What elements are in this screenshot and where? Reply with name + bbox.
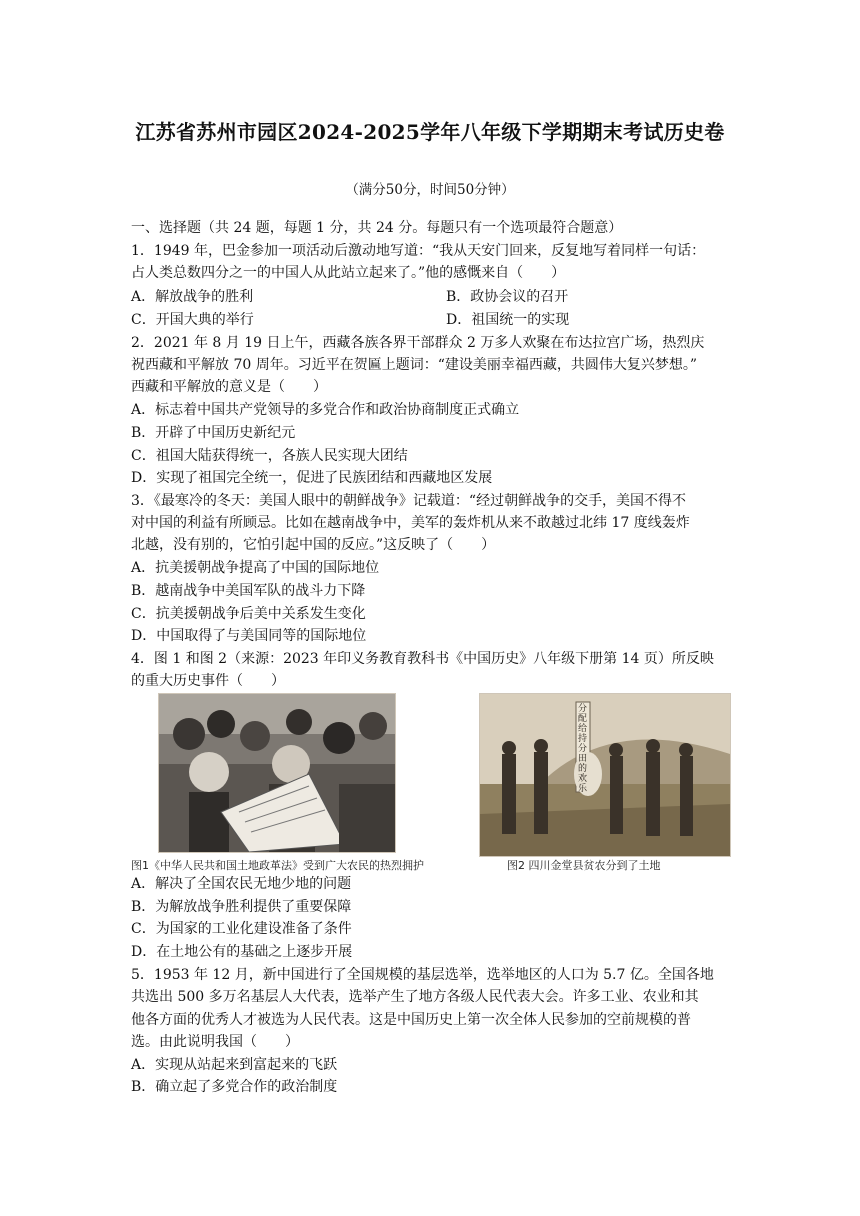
figure-1-photo xyxy=(158,693,396,853)
question-text: 祝西藏和平解放 70 周年。习近平在贺匾上题词：“建设美丽幸福西藏，共圆伟大复兴梦想。” xyxy=(131,357,698,373)
question-text: 3．《最寒冷的冬天：美国人眼中的朝鲜战争》记载道：“经过朝鲜战争的交手，美国不得不 xyxy=(131,493,687,509)
option-d: D．在土地公有的基础之上逐步开展 xyxy=(131,944,353,960)
page-title: 江苏省苏州市园区2024-2025学年八年级下学期期末考试历史卷 xyxy=(135,120,725,144)
option-a: A．解放战争的胜利 xyxy=(131,289,254,305)
option-b: B．为解放战争胜利提供了重要保障 xyxy=(131,899,352,915)
option-a: A．抗美援朝战争提高了中国的国际地位 xyxy=(131,560,380,576)
question-text: 5．1953 年 12 月，新中国进行了全国规模的基层选举，选举地区的人口为 5.7 亿。全国各地 xyxy=(131,967,714,983)
option-b: B．开辟了中国历史新纪元 xyxy=(131,425,296,441)
question-text: 他各方面的优秀人才被选为人民代表。这是中国历史上第一次全体人民参加的空前规模的普 xyxy=(131,1012,691,1028)
option-a: A．解决了全国农民无地少地的问题 xyxy=(131,876,352,892)
question-text: 北越，没有别的，它怕引起中国的反应。”这反映了（ ） xyxy=(131,537,496,553)
question-text: 的重大历史事件（ ） xyxy=(131,673,285,689)
option-b: B．政协会议的召开 xyxy=(446,289,569,305)
figure-1-caption: 图1《中华人民共和国土地政革法》受到广大农民的热烈拥护 xyxy=(131,859,424,872)
option-b: B．确立起了多党合作的政治制度 xyxy=(131,1079,338,1095)
option-b: B．越南战争中美国军队的战斗力下降 xyxy=(131,583,366,599)
option-a: A．实现从站起来到富起来的飞跃 xyxy=(131,1057,338,1073)
question-text: 2．2021 年 8 月 19 日上午，西藏各族各界干部群众 2 万多人欢聚在布达拉宫广场，热烈庆 xyxy=(131,335,705,351)
option-d: D．实现了祖国完全统一，促进了民族团结和西藏地区发展 xyxy=(131,470,493,486)
exam-info: （满分50分，时间50分钟） xyxy=(345,182,515,198)
option-c: C．祖国大陆获得统一，各族人民实现大团结 xyxy=(131,448,408,464)
crowd-photo-illustration xyxy=(159,694,395,852)
option-a: A．标志着中国共产党领导的多党合作和政治协商制度正式确立 xyxy=(131,402,520,418)
farmers-photo-illustration xyxy=(480,694,730,856)
question-text: 选。由此说明我国（ ） xyxy=(131,1034,299,1050)
question-text: 共选出 500 多万名基层人大代表，选举产生了地方各级人民代表大会。许多工业、农业和其 xyxy=(131,989,699,1005)
figure-2-caption: 图2 四川金堂县贫农分到了土地 xyxy=(507,859,661,872)
question-text: 1．1949 年，巴金参加一项活动后激动地写道：“我从天安门回来，反复地写着同样一句话： xyxy=(131,243,706,259)
question-text: 占人类总数四分之一的中国人从此站立起来了。”他的感慨来自（ ） xyxy=(131,265,566,281)
option-d: D．中国取得了与美国同等的国际地位 xyxy=(131,628,367,644)
option-c: C．开国大典的举行 xyxy=(131,312,254,328)
banner-text: 分配给持分田的欢乐 xyxy=(578,704,588,794)
option-c: C．为国家的工业化建设准备了条件 xyxy=(131,921,352,937)
question-text: 4．图 1 和图 2（来源：2023 年印义务教育教科书《中国历史》八年级下册第 14 页）所反映 xyxy=(131,651,714,667)
figure-2-photo xyxy=(479,693,731,857)
question-text: 对中国的利益有所顾忌。比如在越南战争中，美军的轰炸机从来不敢越过北纬 17 度线轰炸 xyxy=(131,515,690,531)
option-c: C．抗美援朝战争后美中关系发生变化 xyxy=(131,606,366,622)
question-text: 西藏和平解放的意义是（ ） xyxy=(131,379,327,395)
option-d: D．祖国统一的实现 xyxy=(446,312,570,328)
section-heading: 一、选择题（共 24 题，每题 1 分，共 24 分。每题只有一个选项最符合题意） xyxy=(131,220,623,236)
